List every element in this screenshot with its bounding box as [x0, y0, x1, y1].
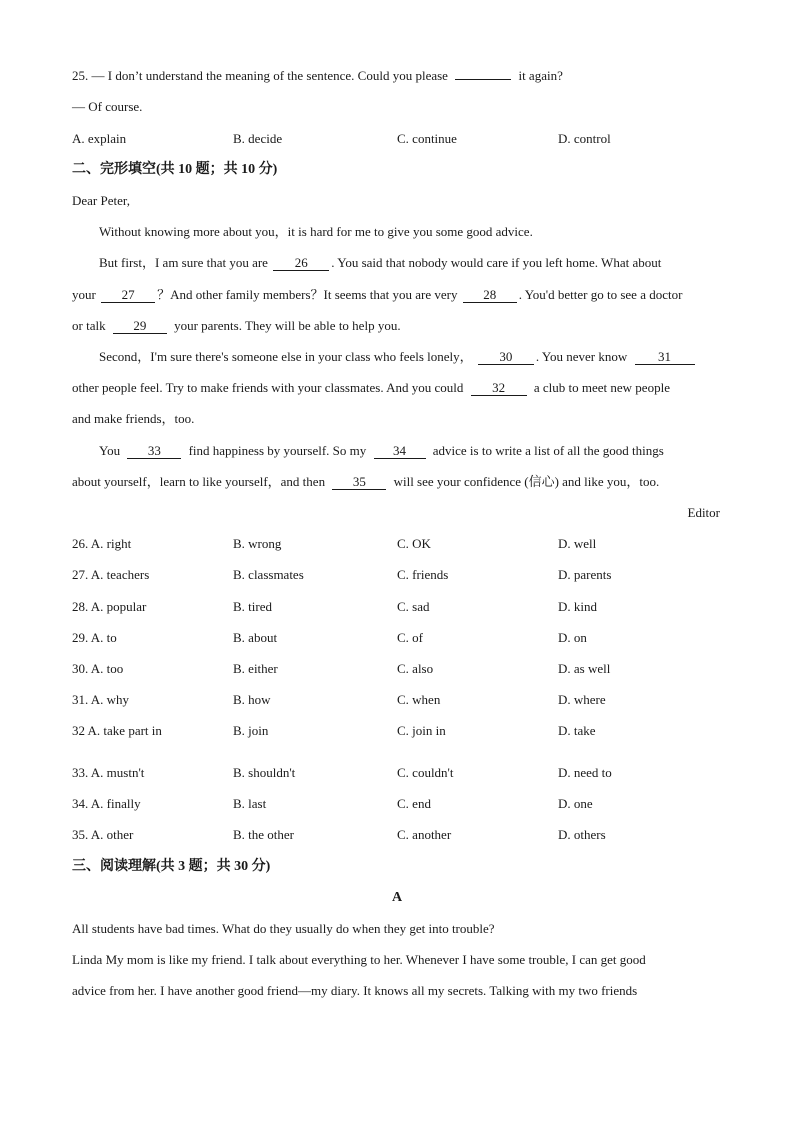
option-c: C. of	[397, 630, 423, 645]
letter-greeting: Dear Peter,	[72, 193, 130, 208]
answer-blank-25	[455, 79, 511, 80]
options-row-29	[0, 630, 794, 646]
option-c: C. OK	[397, 536, 431, 551]
options-row-31	[0, 692, 794, 708]
cloze-blank-31: 31	[635, 350, 695, 365]
question-25-stem: 25. — I don’t understand the meaning of the sentence. Could you please	[72, 68, 448, 83]
option-d: D. where	[558, 692, 606, 707]
options-row-33	[0, 765, 794, 781]
letter-text: . You'd better go to see a doctor	[518, 287, 683, 302]
letter-text: your parents. They will be able to help you.	[174, 318, 401, 333]
letter-line-8	[99, 443, 664, 459]
cloze-blank-33: 33	[127, 444, 181, 459]
section-3-title: 三、阅读理解(共 3 题；共 30 分)	[72, 859, 271, 874]
letter-line-7: and make friends，too.	[72, 411, 195, 426]
options-row-28	[0, 599, 794, 615]
cloze-blank-34: 34	[374, 444, 426, 459]
cloze-blank-27: 27	[101, 288, 155, 303]
option-b: B. classmates	[233, 567, 304, 582]
letter-text: But first，I am sure that you are	[99, 255, 268, 270]
reading-intro: All students have bad times. What do they usually do when they get into trouble?	[72, 921, 495, 936]
option-25-d: D. control	[558, 131, 611, 146]
options-row-35	[0, 827, 794, 843]
option-d: D. parents	[558, 567, 612, 582]
option-a: 31. A. why	[72, 692, 130, 707]
option-25-b: B. decide	[233, 131, 283, 146]
letter-text: your	[72, 287, 96, 302]
letter-line-4	[72, 318, 401, 334]
letter-text: other people feel. Try to make friends with your classmates. And you could	[72, 380, 464, 395]
option-a: 26. A. right	[72, 536, 132, 551]
letter-text: find happiness by yourself. So my	[188, 443, 367, 458]
options-row-26	[0, 536, 794, 552]
cloze-blank-30: 30	[478, 350, 534, 365]
letter-text: ？And other family members？It seems that you are very	[157, 287, 458, 302]
option-d: D. kind	[558, 599, 597, 614]
option-c: C. couldn't	[397, 765, 454, 780]
question-25-stem-end: it again?	[518, 68, 563, 83]
letter-line-9	[72, 474, 659, 490]
letter-text: or talk	[72, 318, 106, 333]
question-25	[72, 68, 563, 84]
option-c: C. also	[397, 661, 434, 676]
option-c: C. join in	[397, 723, 446, 738]
option-a: 30. A. too	[72, 661, 124, 676]
option-a: 32 A. take part in	[72, 723, 162, 738]
letter-signature: Editor	[687, 505, 720, 520]
option-c: C. friends	[397, 567, 449, 582]
option-d: D. as well	[558, 661, 611, 676]
option-b: B. either	[233, 661, 278, 676]
letter-text: . You never know	[535, 349, 628, 364]
cloze-blank-26: 26	[273, 256, 329, 271]
option-b: B. how	[233, 692, 271, 707]
option-25-c: C. continue	[397, 131, 457, 146]
options-row-27	[0, 567, 794, 583]
letter-paragraph-1: Without knowing more about you，it is hard for me to give you some good advice.	[99, 224, 533, 239]
section-2-title: 二、完形填空(共 10 题；共 10 分)	[72, 162, 278, 177]
option-d: D. others	[558, 827, 606, 842]
option-a: 35. A. other	[72, 827, 134, 842]
options-row-32	[0, 723, 794, 739]
option-b: B. join	[233, 723, 269, 738]
option-a: 34. A. finally	[72, 796, 141, 811]
letter-text: . You said that nobody would care if you left home. What about	[331, 255, 662, 270]
option-c: C. end	[397, 796, 431, 811]
options-row-34	[0, 796, 794, 812]
cloze-blank-29: 29	[113, 319, 167, 334]
option-b: B. about	[233, 630, 278, 645]
cloze-blank-32: 32	[471, 381, 527, 396]
option-b: B. wrong	[233, 536, 282, 551]
options-row-30	[0, 661, 794, 677]
option-a: 29. A. to	[72, 630, 117, 645]
letter-text: a club to meet new people	[533, 380, 670, 395]
option-d: D. need to	[558, 765, 612, 780]
option-c: C. another	[397, 827, 452, 842]
question-25-reply: — Of course.	[72, 99, 143, 114]
letter-text: will see your confidence (信心) and like you，too.	[393, 474, 660, 489]
letter-text: You	[99, 443, 121, 458]
letter-text: advice is to write a list of all the good things	[432, 443, 664, 458]
option-d: D. on	[558, 630, 587, 645]
question-25-options	[0, 131, 794, 147]
option-c: C. sad	[397, 599, 430, 614]
option-25-a: A. explain	[72, 131, 127, 146]
option-d: D. one	[558, 796, 593, 811]
option-b: B. tired	[233, 599, 272, 614]
option-c: C. when	[397, 692, 441, 707]
letter-line-3	[72, 287, 682, 303]
option-a: 27. A. teachers	[72, 567, 150, 582]
passage-label: A	[391, 890, 403, 905]
reading-line-2: advice from her. I have another good friend—my diary. It knows all my secrets. Talking with my two friends	[72, 983, 638, 998]
option-b: B. shouldn't	[233, 765, 296, 780]
option-d: D. well	[558, 536, 597, 551]
letter-line-2	[99, 255, 661, 271]
option-a: 33. A. mustn't	[72, 765, 145, 780]
reading-line-1: Linda My mom is like my friend. I talk about everything to her. Whenever I have some trouble, I can get good	[72, 952, 646, 967]
option-a: 28. A. popular	[72, 599, 147, 614]
letter-line-5	[99, 349, 695, 365]
option-d: D. take	[558, 723, 596, 738]
option-b: B. the other	[233, 827, 295, 842]
cloze-blank-35: 35	[332, 475, 386, 490]
letter-text: about yourself，learn to like yourself，and then	[72, 474, 326, 489]
cloze-blank-28: 28	[463, 288, 517, 303]
option-b: B. last	[233, 796, 267, 811]
letter-line-6	[72, 380, 670, 396]
letter-text: Second，I'm sure there's someone else in your class who feels lonely，	[99, 349, 473, 364]
